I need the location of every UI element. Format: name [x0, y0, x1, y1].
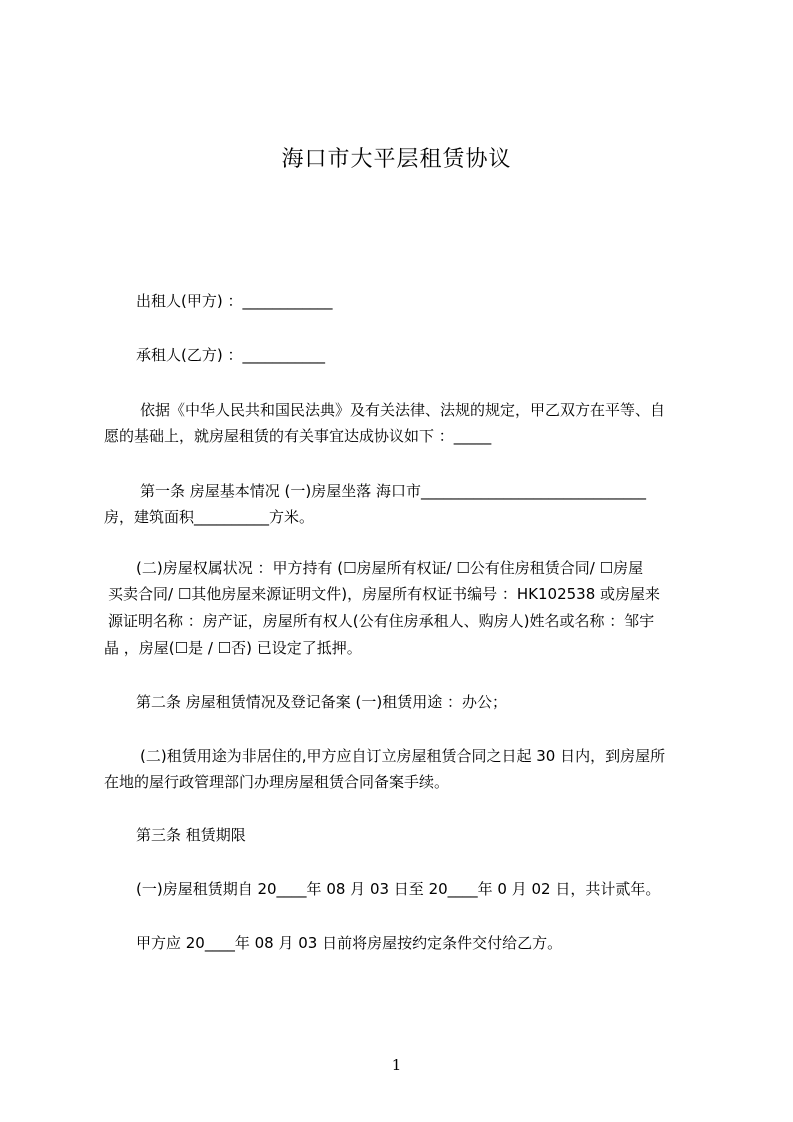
- ownership-line-3: 源证明名称 ：房产证，房屋所有权人(公有住房承租人、购房人)姓名或名称 ：邹宇: [108, 612, 655, 630]
- article-3-heading: 第三条 租赁期限: [136, 826, 246, 844]
- lessor-line: 出租人(甲方) ：____________: [136, 292, 333, 310]
- preamble-line-2: 愿的基础上，就房屋租赁的有关事宜达成协议如下 ：_____: [104, 427, 492, 445]
- ownership-line-1: (二)房屋权属状况 ：甲方持有 (☐房屋所有权证/ ☐公有住房租赁合同/ ☐房屋: [136, 559, 644, 577]
- article-2-line: 第二条 房屋租赁情况及登记备案 (一)租赁用途 ：办公；: [136, 693, 508, 711]
- page-number: 1: [391, 1056, 402, 1074]
- article-1-line-1: 第一条 房屋基本情况 (一)房屋坐落 海口市______________________________: [140, 482, 647, 500]
- ownership-line-2: 买卖合同/ ☐其他房屋来源证明文件)，房屋所有权证书编号 ：HK102538 或房屋来: [108, 585, 661, 603]
- ownership-line-4: 晶 ，房屋(☐是 / ☐否) 已设定了抵押。: [104, 639, 362, 657]
- delivery-line: 甲方应 20____年 08 月 03 日前将房屋按约定条件交付给乙方。: [136, 934, 563, 952]
- preamble-line-1: 依据《中华人民共和国民法典》及有关法律、法规的规定，甲乙双方在平等、自: [140, 401, 666, 419]
- lease-term-line: (一)房屋租赁期自 20____年 08 月 03 日至 20____年 0 月 02 日，共计贰年。: [136, 880, 661, 898]
- page-title: 海口市大平层租赁协议: [281, 147, 512, 172]
- article-1-line-2: 房，建筑面积__________方米。: [104, 508, 315, 526]
- filing-line-1: (二)租赁用途为非居住的,甲方应自订立房屋租赁合同之日起 30 日内，到房屋所: [140, 747, 666, 765]
- filing-line-2: 在地的屋行政管理部门办理房屋租赁合同备案手续。: [104, 773, 450, 791]
- lessee-line: 承租人(乙方) ：___________: [136, 346, 325, 364]
